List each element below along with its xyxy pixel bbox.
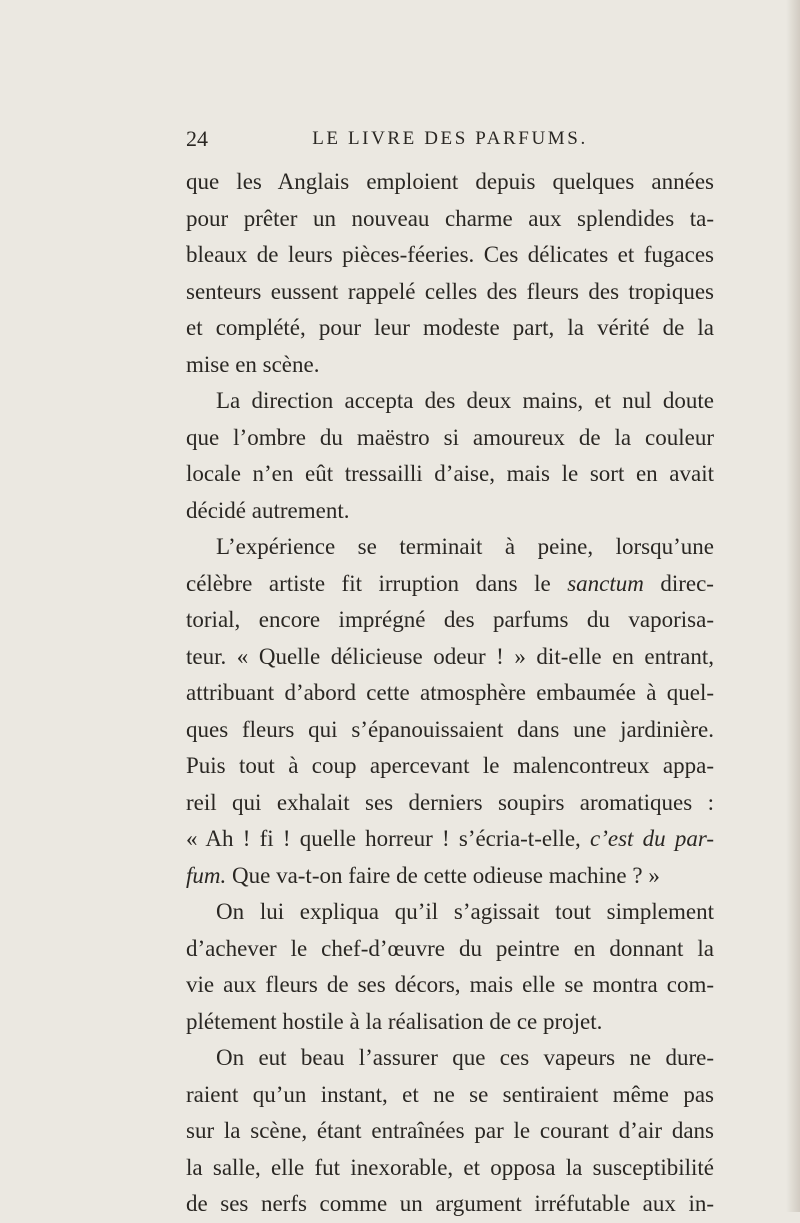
text-line: que l’ombre du maëstro si amoureux de la couleur [186,424,714,450]
italic-phrase: fum. [186,862,227,888]
running-title: LE LIVRE DES PARFUMS. [312,128,588,149]
text-line: et complété, pour leur modeste part, la vérité de la [186,315,714,340]
text-line: bleaux de leurs pièces-féeries. Ces délicates et fugaces [186,242,714,267]
text-line: décidé autrement. [186,497,350,523]
text-line: On lui expliqua qu’il s’agissait tout simplement [216,899,714,924]
text-line: raient qu’un instant, et ne se sentiraient même pas [186,1081,714,1107]
page-header [186,124,714,154]
text-line: vie aux fleurs de ses décors, mais elle se montra com- [186,972,714,997]
page-number: 24 [186,126,208,151]
italic-phrase: sanctum [567,570,644,596]
text-line: attribuant d’abord cette atmosphère embaumée à quel- [186,680,714,705]
text-line: plétement hostile à la réalisation de ce projet. [186,1008,603,1034]
text-line: fum. Que va-t-on faire de cette odieuse machine ? » [186,862,660,888]
text-line: senteurs eussent rappelé celles des fleurs des tropiques [186,278,714,304]
text-line: locale n’en eût tressailli d’aise, mais le sort en avait [186,461,714,486]
text-line: teur. « Quelle délicieuse odeur ! » dit-elle en entrant, [186,643,714,669]
text-line: de ses nerfs comme un argument irréfutable aux in- [186,1191,714,1216]
text-line: On eut beau l’assurer que ces vapeurs ne dure- [216,1045,714,1070]
text-line: célèbre artiste fit irruption dans le sanctum direc- [186,570,714,596]
text-line: sur la scène, étant entraînées par le courant d’air dans [186,1118,714,1143]
text-line: mise en scène. [186,351,320,377]
text-line: La direction accepta des deux mains, et nul doute [216,388,714,413]
text-line: « Ah ! fi ! quelle horreur ! s’écria-t-elle, c’est du par- [186,826,714,851]
text-line: que les Anglais emploient depuis quelques années [186,169,714,194]
text-line: d’achever le chef-d’œuvre du peintre en donnant la [186,935,714,961]
body-text [186,164,714,1223]
text-line: reil qui exhalait ses derniers soupirs aromatiques : [186,789,714,815]
text-line: Puis tout à coup apercevant le malencontreux appa- [186,753,714,778]
text-line: pour prêter un nouveau charme aux splendides ta- [186,205,714,231]
text-line: torial, encore imprégné des parfums du vaporisa- [186,607,714,632]
page-edge-shadow [786,0,800,1212]
text-line: ques fleurs qui s’épanouissaient dans une jardinière. [186,716,714,742]
italic-phrase: c’est du par- [590,826,714,851]
text-line: la salle, elle fut inexorable, et opposa la susceptibilité [186,1154,714,1180]
text-line: L’expérience se terminait à peine, lorsqu’une [216,534,714,559]
